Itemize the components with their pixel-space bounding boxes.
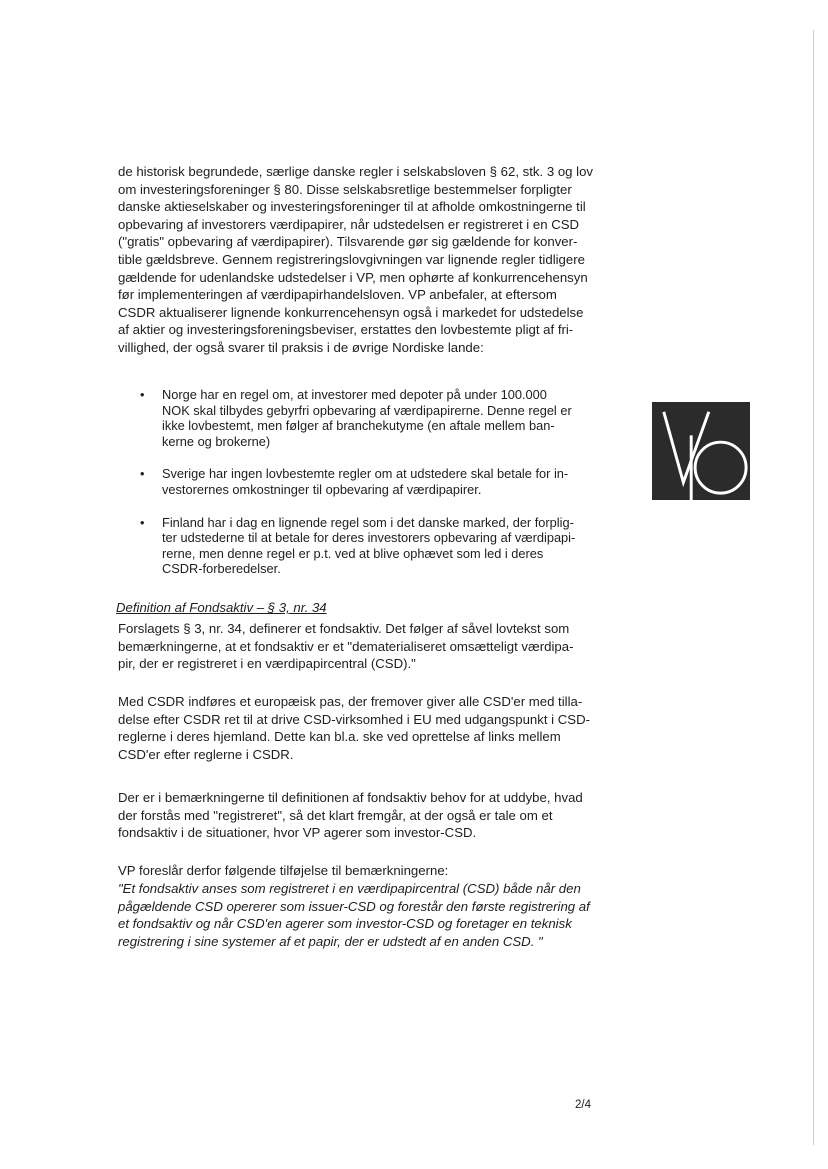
scan-edge-line [813,30,814,1145]
page-number: 2/4 [575,1099,591,1111]
vp-logo-icon [652,402,750,500]
proposal-quote: "Et fondsaktiv anses som registreret i en værdipapircentral (CSD) både når den pågældende CSD opererer som issuer-CSD og forestår den første registrering af et fondsaktiv og når CSD'en agerer som investor-CSD og foretager en teknisk registrering i sine systemer af et papir, der er udstedt af en anden CSD. " [118,881,590,949]
need-paragraph: Der er i bemærkningerne til definitionen af fondsaktiv behov for at uddybe, hvad der forstås med "registreret", så det klart fremgår, at der også er tale om et fondsaktiv i de situationer, hvor VP agerer som investor-CSD. [118,790,583,841]
list-item [140,466,610,497]
list-item [140,515,610,577]
csdr-pass-paragraph: Med CSDR indføres et europæisk pas, der fremover giver alle CSD'er med tilla- delse efter CSDR ret til at drive CSD-virksomhed i EU med udgangspunkt i CSD- reglerne i deres hjemland. Dette kan bl.a. ske ved oprettelse af links mellem CSD'er efter reglerne i CSDR. [118,694,590,762]
bullet-marker: • [140,387,145,402]
country-list [140,387,610,594]
list-item-text: Sverige har ingen lovbestemte regler om at udstedere skal betale for in- vestorernes omkostninger til opbevaring af værdipapirer. [162,466,569,497]
list-item-text: Finland har i dag en lignende regel som i det danske marked, der forplig- ter udstederne til at betale for deres investorers opbevaring af værdipapi- rerne, men denne regel er p.t. ved at blive ophævet som led i deres CSDR-forberedelser. [162,514,576,577]
bullet-marker: • [140,514,145,530]
section-heading: Definition af Fondsaktiv – § 3, nr. 34 [116,600,327,615]
list-item [140,387,610,449]
definition-paragraph: Forslagets § 3, nr. 34, definerer et fondsaktiv. Det følger af såvel lovtekst som bemærkningerne, at et fondsaktiv er et "dematerialiseret omsætteligt værdipa- pir, der er registreret i en værdipapircentral (CSD)." [118,621,574,672]
intro-paragraph: de historisk begrundede, særlige danske regler i selskabsloven § 62, stk. 3 og lov om investeringsforeninger § 80. Disse selskabsretlige bestemmelser forpligter danske aktieselskaber og investeringsforeninger til at afholde omkostningerne til opbevaring af investorers værdipapirer, når udstedelsen er registreret i en CSD ("gratis" opbevaring af værdipapirer). Tilsvarende gør sig gældende for konver- tible gældsbreve. Gennem registreringslovgivningen var lignende regler tidligere gældende for udenlandske udstedelser i VP, men ophørte af konkurrencehensyn før implementeringen af værdipapirhandelsloven. VP anbefaler, at eftersom CSDR aktualiserer lignende konkurrencehensyn også i markedet for udstedelse af aktier og investeringsforeningsbeviser, erstattes den lovbestemte pligt af fri- villighed, der også svarer til praksis i de øvrige Nordiske lande: [118,164,594,355]
proposal-paragraph: VP foreslår derfor følgende tilføjelse til bemærkningerne: [118,863,449,878]
bullet-marker: • [140,466,145,482]
list-item-text: Norge har en regel om, at investorer med depoter på under 100.000 NOK skal tilbydes gebyrfri opbevaring af værdipapirerne. Denne regel er ikke lovbestemt, men følger af branchekutyme (en aftale mellem ban- kerne og brokerne) [162,387,572,449]
